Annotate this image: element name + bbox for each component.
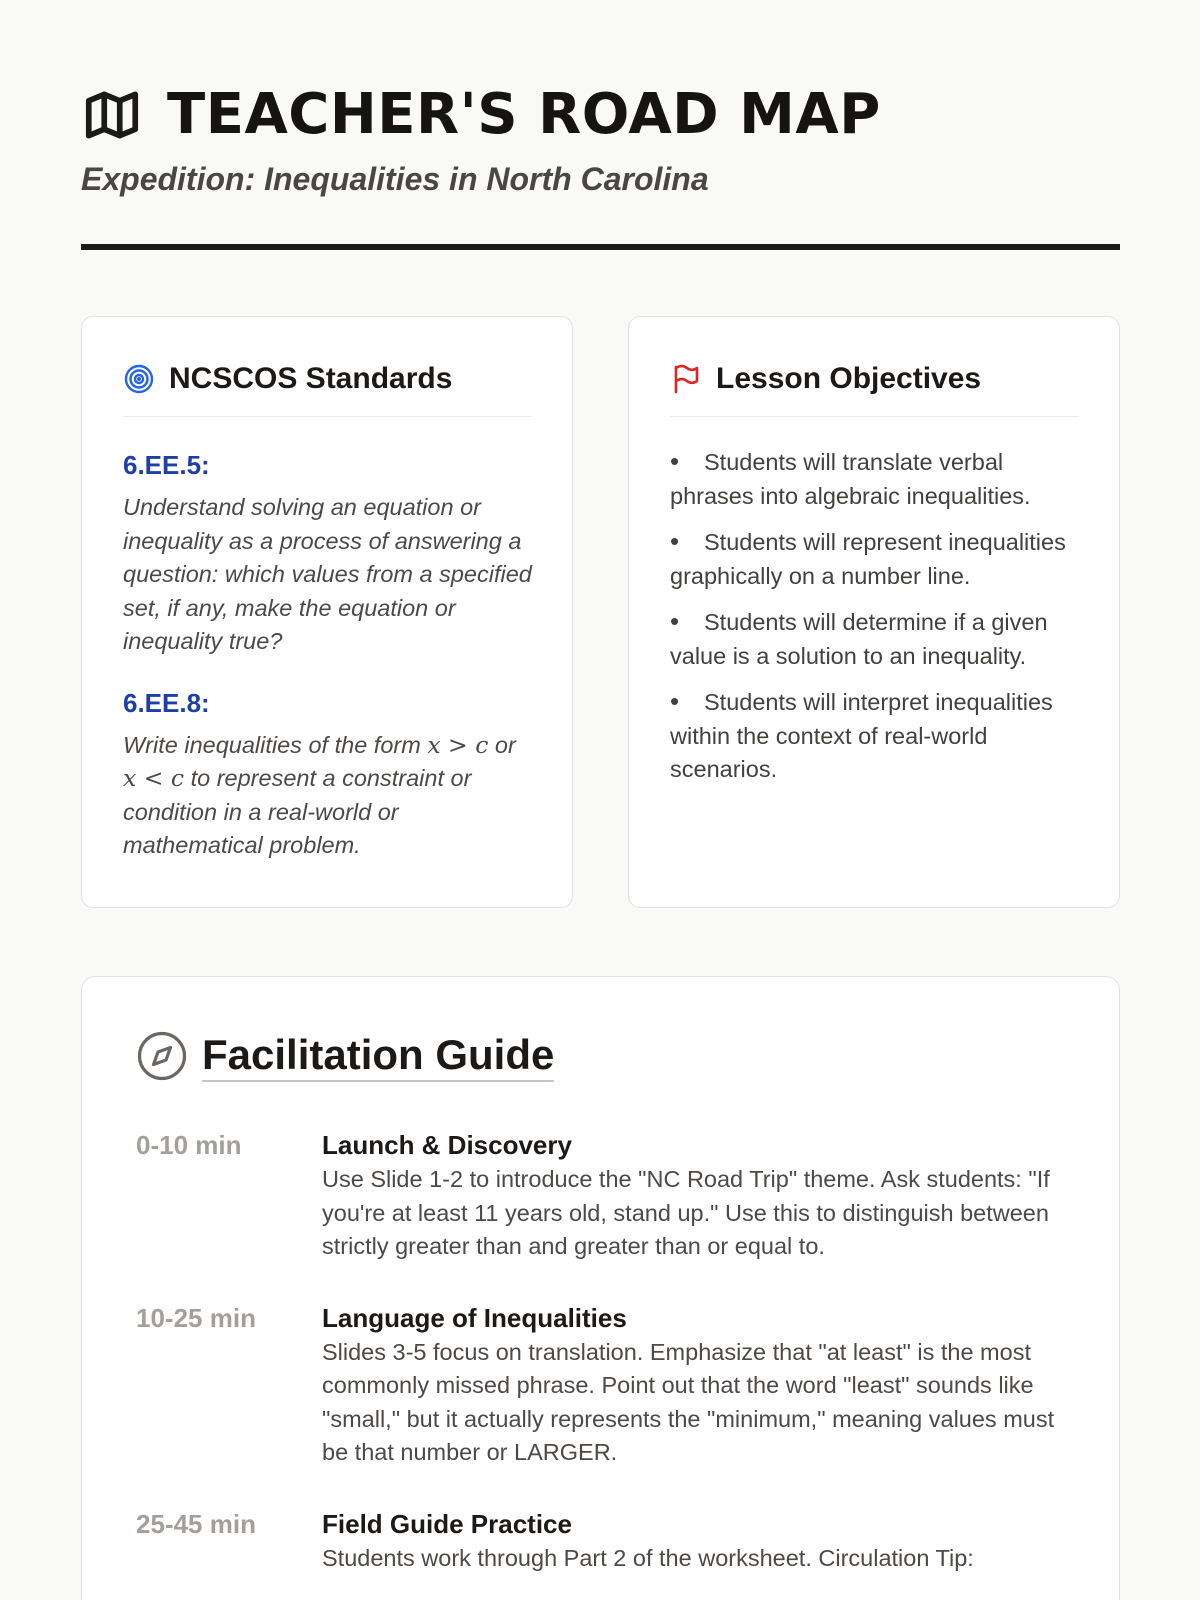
- timeline-segment: [136, 1127, 1067, 1264]
- target-icon: [123, 363, 155, 395]
- bullet: •: [670, 686, 680, 716]
- segment-body: [322, 1127, 1067, 1264]
- title-row: [81, 82, 1119, 148]
- timeline-segment: [136, 1506, 1067, 1576]
- facilitation-title: Facilitation Guide: [202, 1030, 554, 1082]
- objectives-card-header: [670, 359, 1079, 417]
- list-item: [670, 525, 1080, 593]
- math-expression: x > c: [427, 730, 489, 759]
- segment-time: 10-25 min: [136, 1302, 256, 1333]
- standard-code: 6.EE.5:: [123, 450, 210, 480]
- segment-body: [322, 1300, 1067, 1470]
- segment-time: 0-10 min: [136, 1130, 242, 1160]
- map-icon: [81, 84, 143, 146]
- objective-text: Students will represent inequalities graphically on a number line.: [670, 529, 1066, 589]
- standard-description-text: or: [488, 731, 516, 758]
- standards-card: [81, 316, 573, 908]
- page-title: TEACHER'S ROAD MAP: [167, 82, 881, 147]
- bullet: •: [670, 526, 680, 556]
- standards-card-title: NCSCOS Standards: [169, 362, 453, 395]
- bullet: •: [670, 446, 680, 476]
- objectives-card: [628, 316, 1120, 908]
- objectives-card-title: Lesson Objectives: [716, 362, 982, 395]
- list-item: [670, 445, 1080, 513]
- objectives-list: [670, 445, 1079, 787]
- standard-code: 6.EE.8:: [123, 687, 210, 718]
- segment-title: Launch & Discovery: [322, 1130, 572, 1160]
- flag-icon: [670, 363, 702, 395]
- list-item: [670, 685, 1080, 787]
- objective-text: Students will determine if a given value is a solution to an inequality.: [670, 609, 1048, 669]
- compass-icon: [136, 1030, 188, 1082]
- timeline-segment: [136, 1300, 1067, 1470]
- segment-title: Field Guide Practice: [322, 1508, 572, 1539]
- objective-text: Students will translate verbal phrases into algebraic inequalities.: [670, 449, 1031, 509]
- segment-text: Use Slide 1-2 to introduce the "NC Road Trip" theme. Ask students: "If you're at least 11 years old, stand up." Use this to distinguish between strictly greater than and greater than or equal to.: [322, 1166, 1050, 1259]
- segment-time: 25-45 min: [136, 1508, 256, 1539]
- math-expression: x < c: [123, 764, 185, 792]
- standards-card-header: [123, 359, 532, 417]
- standard-description: Understand solving an equation or inequality as a process of answering a question: which values from a specified set, if any, make the equation or inequality true?: [123, 494, 532, 654]
- objective-text: Students will interpret inequalities within the context of real-world scenarios.: [670, 689, 1053, 782]
- facilitation-card: [81, 976, 1120, 1600]
- standard-description-text: to represent a constraint or condition in a real-world or mathematical problem.: [123, 765, 472, 858]
- list-item: [670, 605, 1080, 673]
- bullet: •: [670, 606, 680, 636]
- standard-description-text: Write inequalities of the form: [123, 731, 428, 758]
- segment-body: [322, 1506, 1067, 1576]
- page-subtitle: Expedition: Inequalities in North Carolina: [81, 161, 709, 197]
- facilitation-header: [136, 1029, 1067, 1083]
- header-divider: [81, 244, 1120, 250]
- standard-description: [123, 729, 533, 863]
- segment-text: Slides 3-5 focus on translation. Emphasize that "at least" is the most commonly missed phrase. Point out that the word "least" sounds like "small," but it actually represents the "minimum," meaning values must be that number or LARGER.: [322, 1338, 1055, 1465]
- segment-title: Language of Inequalities: [322, 1302, 627, 1333]
- info-cards: [81, 316, 1120, 908]
- segment-text: Students work through Part 2 of the worksheet. Circulation Tip:: [322, 1544, 974, 1571]
- header: [81, 0, 1119, 250]
